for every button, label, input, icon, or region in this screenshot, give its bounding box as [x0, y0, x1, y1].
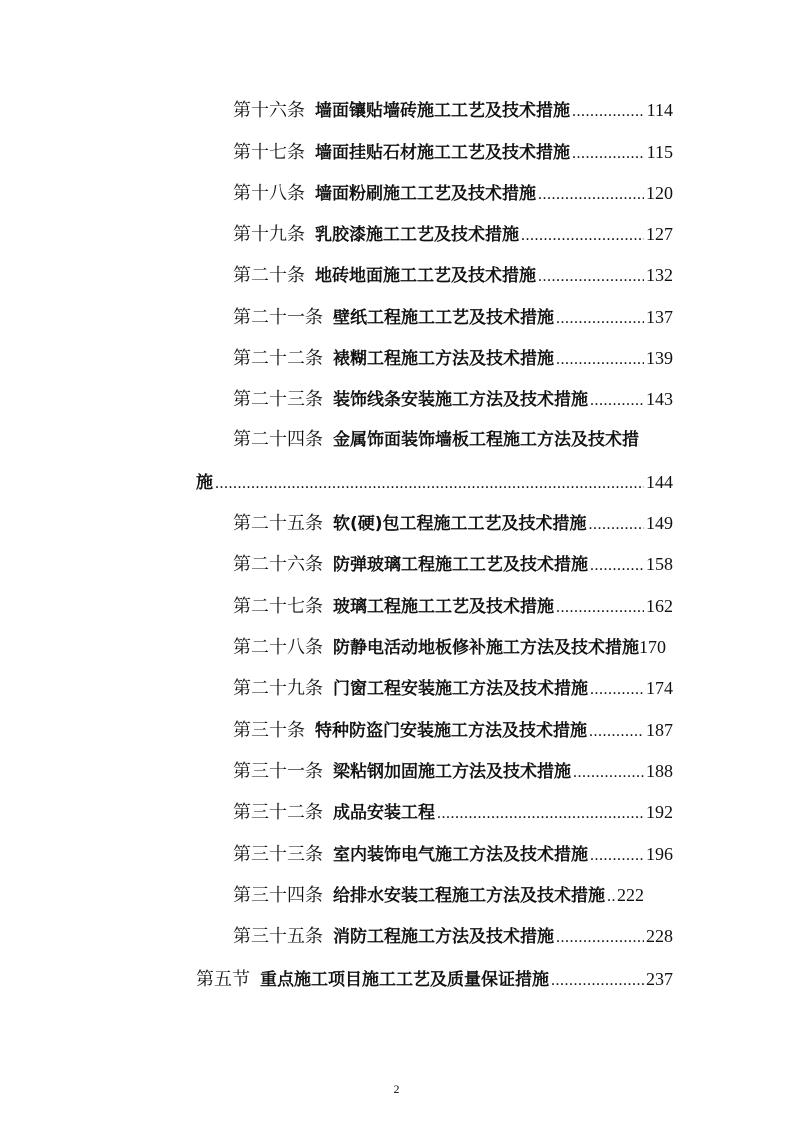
toc-entry[interactable] — [233, 137, 673, 167]
toc-entry-page: 127 — [646, 224, 673, 244]
toc-entry-wrapped-second-line[interactable] — [196, 467, 673, 497]
toc-entry-title: 玻璃工程施工工艺及技术措施 — [333, 597, 554, 617]
toc-entry-title: 给排水安装工程施工方法及技术措施 — [333, 886, 605, 906]
dot-leader — [556, 923, 644, 953]
toc-entry-number: 第十六条 — [233, 100, 305, 121]
dot-leader — [551, 966, 644, 996]
toc-entry-page: 158 — [646, 554, 673, 574]
toc-entry-number: 第二十一条 — [233, 307, 323, 328]
dot-leader — [572, 97, 645, 127]
dot-leader — [590, 551, 644, 581]
toc-entry-page: 149 — [646, 513, 673, 533]
dot-leader — [590, 841, 644, 871]
dot-leader — [538, 262, 644, 292]
toc-entry-number: 第二十四条 — [233, 429, 323, 450]
toc-entry-number: 第三十二条 — [233, 802, 323, 823]
dot-leader — [556, 345, 644, 375]
toc-entry-title: 消防工程施工方法及技术措施 — [333, 927, 554, 947]
toc-entry[interactable] — [233, 260, 673, 290]
toc-entry-title: 门窗工程安装施工方法及技术措施 — [333, 679, 588, 699]
toc-entry[interactable] — [233, 178, 673, 208]
dot-leader — [589, 510, 644, 540]
toc-entry-page: 222 — [617, 885, 644, 905]
toc-entry-page: 174 — [646, 678, 673, 698]
toc-entry-number: 第二十七条 — [233, 596, 323, 617]
toc-entry-number: 第三十三条 — [233, 844, 323, 865]
dot-leader — [572, 139, 645, 169]
toc-entry-page: 137 — [646, 307, 673, 327]
toc-entry[interactable] — [233, 591, 673, 621]
toc-entry-title: 裱糊工程施工方法及技术措施 — [333, 349, 554, 369]
toc-entry-number: 第二十九条 — [233, 678, 323, 699]
toc-entry-number: 第三十条 — [233, 720, 305, 741]
toc-entry-number: 第三十四条 — [233, 885, 323, 906]
toc-entry-title: 软(硬)包工程施工工艺及技术措施 — [333, 514, 587, 534]
page-number: 2 — [393, 1082, 400, 1096]
toc-entry-title: 特种防盗门安装施工方法及技术措施 — [315, 721, 587, 741]
toc-entry[interactable] — [233, 673, 673, 703]
toc-entry[interactable] — [233, 549, 673, 579]
dot-leader — [589, 717, 644, 747]
toc-entry-page: 187 — [646, 720, 673, 740]
toc-entry-title: 防弹玻璃工程施工工艺及技术措施 — [333, 555, 588, 575]
toc-entry-page: 132 — [646, 265, 673, 285]
toc-section-entry[interactable] — [196, 964, 673, 994]
dot-leader — [590, 386, 644, 416]
toc-entry-number: 第十八条 — [233, 183, 305, 204]
toc-entry-number: 第二十八条 — [233, 637, 323, 658]
dot-leader — [590, 675, 644, 705]
dot-leader — [556, 593, 644, 623]
toc-entry[interactable] — [233, 219, 673, 249]
toc-entry[interactable] — [233, 302, 673, 332]
toc-entry-page: 120 — [646, 183, 673, 203]
toc-entry-title: 墙面粉刷施工工艺及技术措施 — [315, 184, 536, 204]
toc-entry-page: 228 — [646, 926, 673, 946]
toc-entry-page: 143 — [646, 389, 673, 409]
toc-entry-page: 192 — [646, 802, 673, 822]
toc-entry-number: 第二十五条 — [233, 513, 323, 534]
toc-entry-number: 第二十条 — [233, 265, 305, 286]
toc-entry-page: 162 — [646, 596, 673, 616]
toc-entry-title: 室内装饰电气施工方法及技术措施 — [333, 845, 588, 865]
toc-entry-number: 第十九条 — [233, 224, 305, 245]
toc-entry[interactable] — [233, 756, 673, 786]
toc-entry-title: 地砖地面施工工艺及技术措施 — [315, 266, 536, 286]
dot-leader — [538, 180, 644, 210]
toc-entry-page: 144 — [646, 472, 673, 492]
toc-entry[interactable] — [233, 343, 673, 373]
toc-entry[interactable] — [233, 384, 673, 414]
toc-entry-page: 196 — [646, 844, 673, 864]
toc-entry-title: 成品安装工程 — [333, 803, 435, 823]
toc-entry-page: 139 — [646, 348, 673, 368]
toc-entry-title: 墙面镶贴墙砖施工工艺及技术措施 — [315, 101, 570, 121]
dot-leader — [437, 799, 644, 829]
dot-leader — [521, 221, 644, 251]
toc-entry-number: 第二十三条 — [233, 389, 323, 410]
toc-entry-title: 墙面挂贴石材施工工艺及技术措施 — [315, 143, 570, 163]
toc-entry[interactable] — [233, 880, 673, 910]
toc-entry-number: 第二十六条 — [233, 554, 323, 575]
toc-entry-number: 第三十一条 — [233, 761, 323, 782]
toc-entry-page: 170 — [639, 637, 666, 657]
toc-entry[interactable] — [233, 921, 673, 951]
toc-entry-title: 壁纸工程施工工艺及技术措施 — [333, 308, 554, 328]
toc-section-page: 237 — [646, 969, 673, 989]
toc-entry-number: 第二十二条 — [233, 348, 323, 369]
toc-entry-title: 防静电活动地板修补施工方法及技术措施 — [333, 638, 639, 658]
toc-entry[interactable] — [233, 95, 673, 125]
toc-entry[interactable] — [233, 508, 673, 538]
toc-entry-title-continuation: 施 — [196, 473, 213, 493]
toc-entry-page: 114 — [646, 100, 673, 120]
toc-entry[interactable] — [233, 797, 673, 827]
toc-entry-page: 188 — [646, 761, 673, 781]
toc-section-number: 第五节 — [196, 969, 250, 990]
toc-entry[interactable] — [233, 632, 666, 662]
toc-entry-number: 第三十五条 — [233, 926, 323, 947]
toc-entry-page: 115 — [646, 142, 673, 162]
toc-entry-title: 梁粘钢加固施工方法及技术措施 — [333, 762, 571, 782]
toc-entry-title: 金属饰面装饰墙板工程施工方法及技术措 — [333, 430, 639, 450]
toc-entry-wrapped-first-line[interactable] — [233, 425, 639, 455]
toc-entry-title: 乳胶漆施工工艺及技术措施 — [315, 225, 519, 245]
dot-leader — [607, 882, 615, 912]
dot-leader — [215, 469, 644, 499]
dot-leader — [556, 304, 644, 334]
toc-entry[interactable] — [233, 839, 673, 869]
toc-entry-number: 第十七条 — [233, 142, 305, 163]
toc-entry[interactable] — [233, 715, 673, 745]
dot-leader — [573, 758, 644, 788]
toc-entry-title: 装饰线条安装施工方法及技术措施 — [333, 390, 588, 410]
toc-section-title: 重点施工项目施工工艺及质量保证措施 — [260, 970, 549, 990]
